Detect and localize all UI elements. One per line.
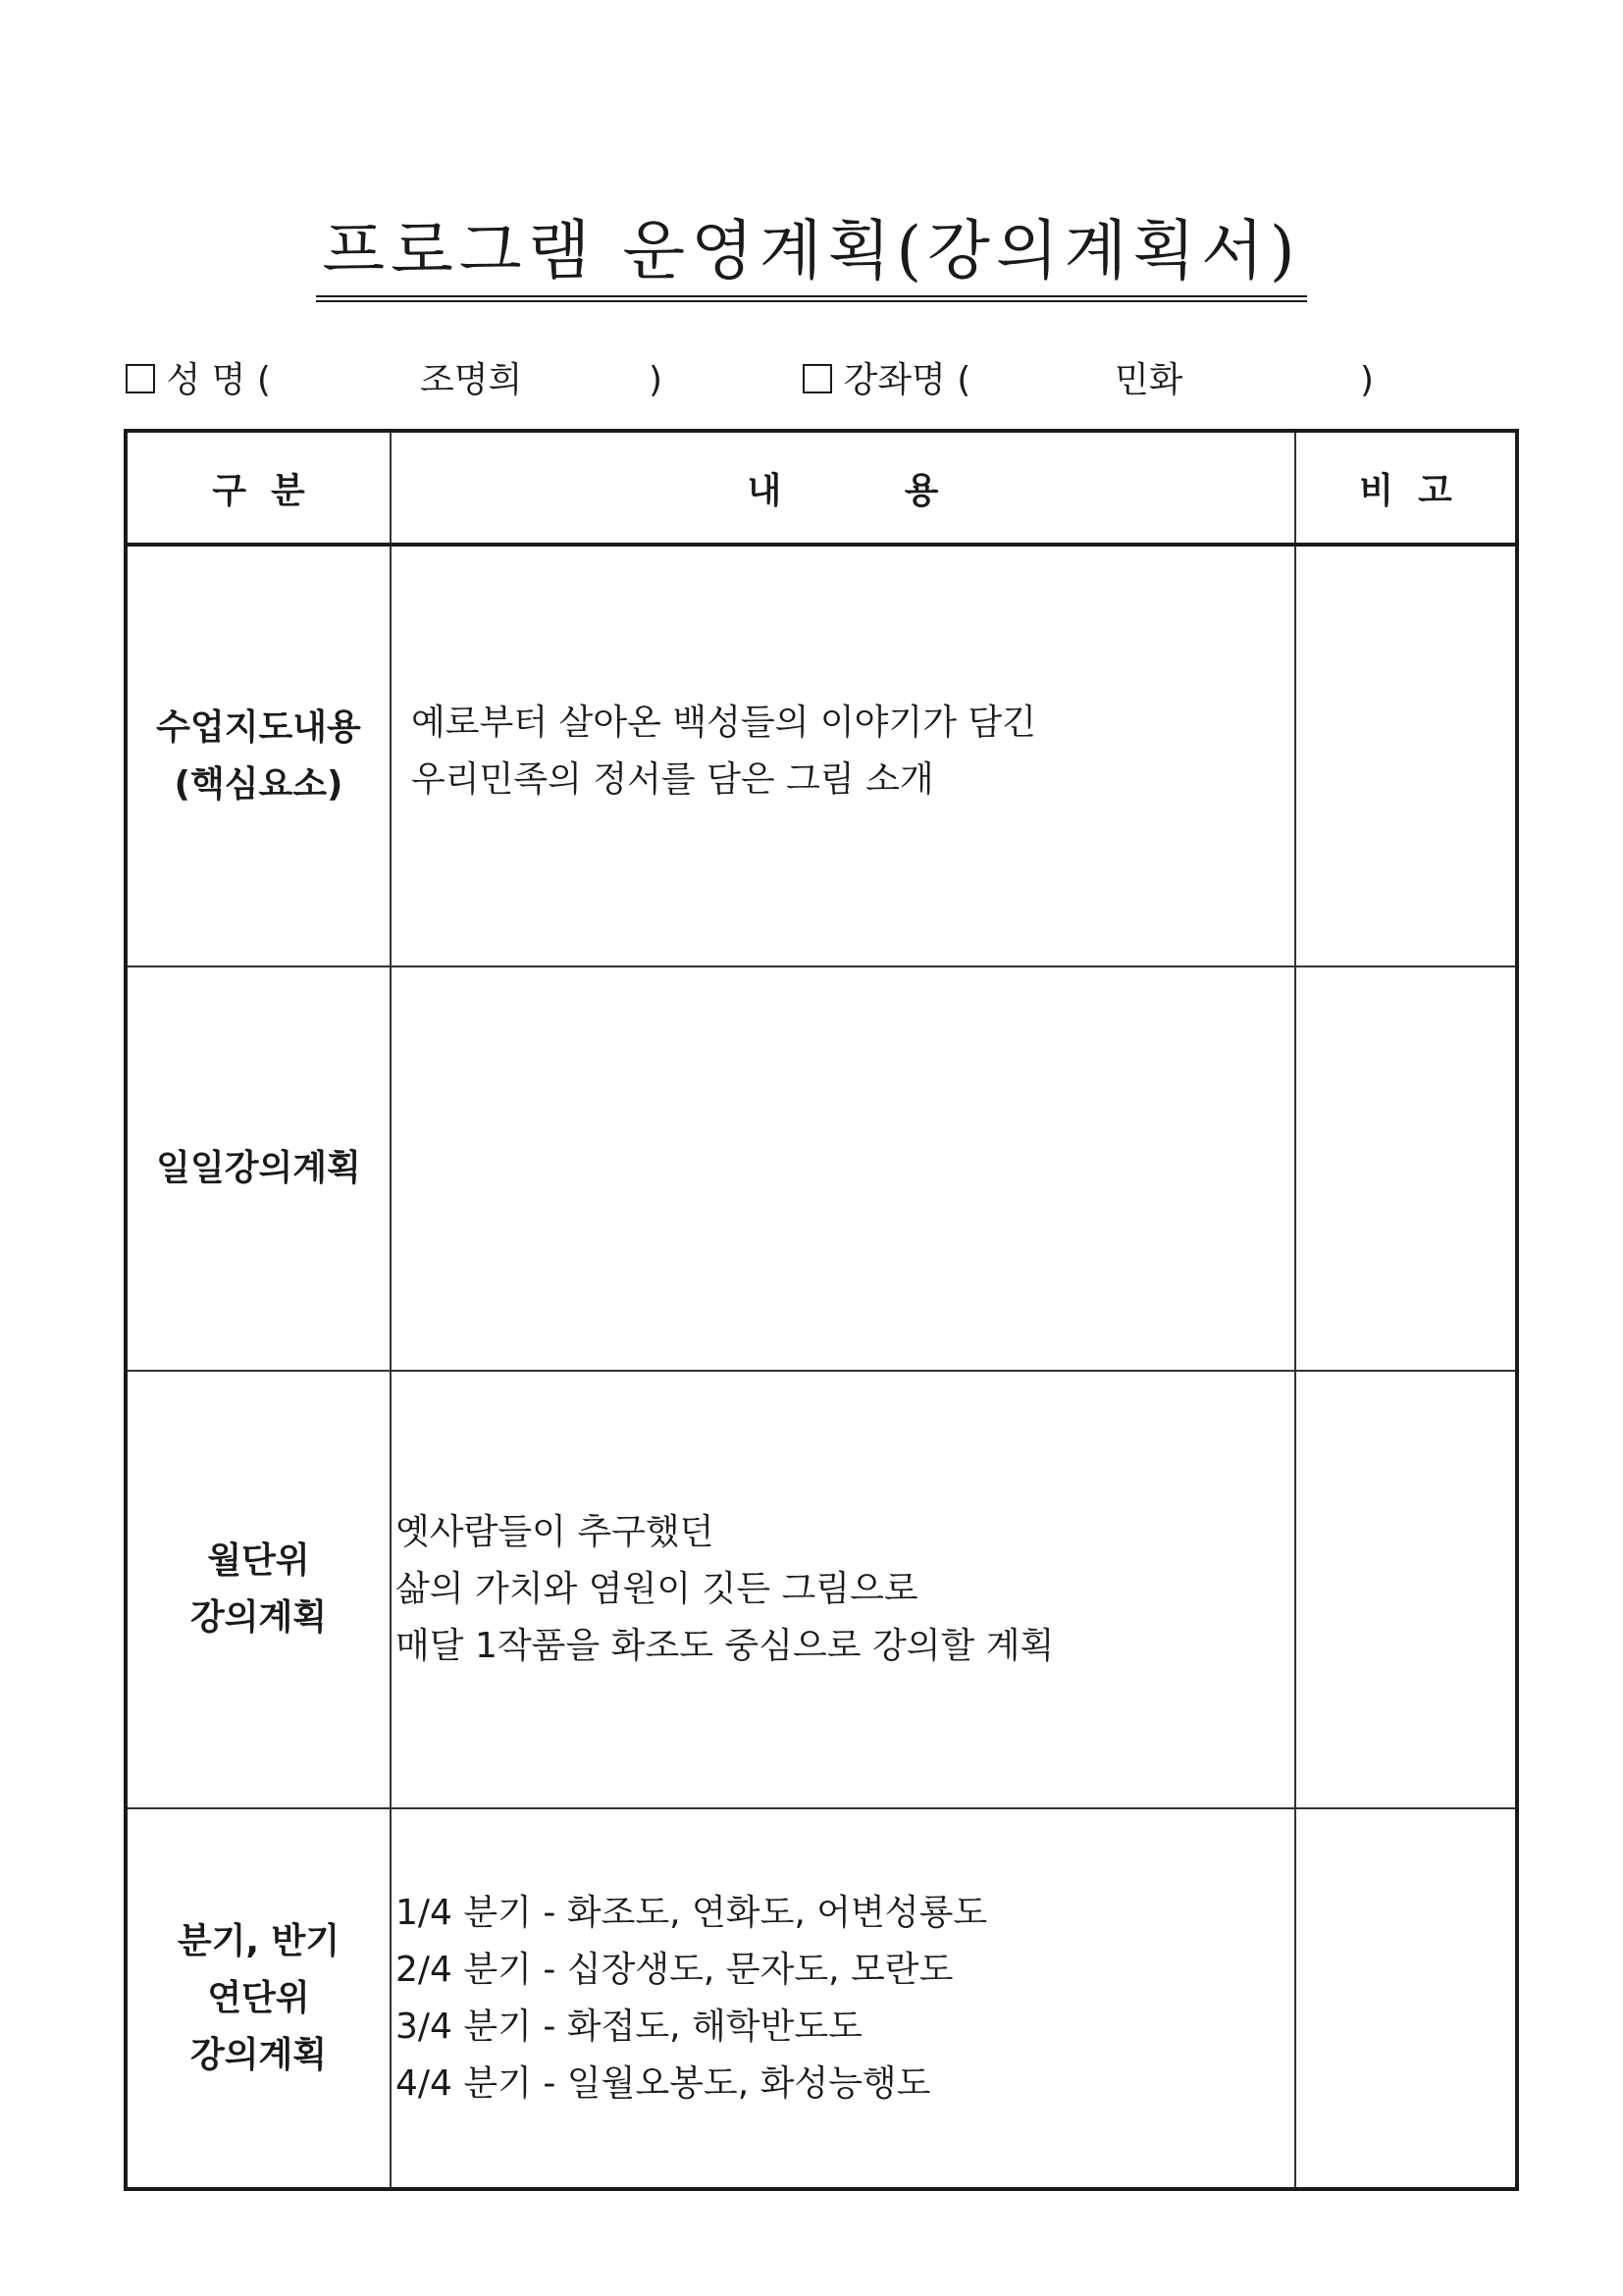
content-line: 우리민족의 정서를 담은 그림 소개 bbox=[411, 758, 934, 800]
title-container bbox=[0, 213, 1623, 302]
content-line: 3/4 분기 - 화접도, 해학반도도 bbox=[395, 2006, 863, 2047]
table-row bbox=[126, 1371, 1517, 1808]
row-remarks bbox=[1295, 1808, 1517, 2189]
category-line: (핵심요소) bbox=[174, 763, 343, 805]
content-line: 1/4 분기 - 화조도, 연화도, 어변성룡도 bbox=[395, 1892, 988, 1933]
category-line: 강의계획 bbox=[189, 1597, 328, 1638]
category-line: 일일강의계획 bbox=[156, 1148, 361, 1188]
plan-table bbox=[124, 429, 1519, 2191]
header-remarks: 비 고 bbox=[1295, 431, 1517, 545]
name-value: 조명희 bbox=[420, 360, 523, 400]
row-remarks bbox=[1295, 966, 1517, 1371]
info-row bbox=[126, 353, 1519, 408]
category-line: 강의계획 bbox=[189, 2034, 328, 2075]
row-remarks bbox=[1295, 545, 1517, 966]
table-row bbox=[126, 545, 1517, 966]
category-line: 연단위 bbox=[207, 1977, 310, 2018]
content-line: 4/4 분기 - 일월오봉도, 화성능행도 bbox=[395, 2062, 931, 2104]
page-title: 프로그램 운영계획(강의계획서) bbox=[316, 216, 1306, 302]
course-close: ) bbox=[1360, 360, 1375, 400]
category-line: 분기, 반기 bbox=[177, 1920, 340, 1961]
header-category: 구 분 bbox=[126, 431, 391, 545]
row-content bbox=[391, 966, 1295, 1371]
row-category bbox=[126, 1808, 391, 2189]
course-value: 민화 bbox=[1115, 360, 1183, 400]
row-category bbox=[126, 1371, 391, 1808]
header-content: 내 용 bbox=[391, 431, 1295, 545]
row-content bbox=[391, 545, 1295, 966]
row-category bbox=[126, 966, 391, 1371]
category-line: 수업지도내용 bbox=[156, 706, 361, 748]
name-checkbox-icon bbox=[126, 364, 155, 393]
course-field bbox=[803, 353, 970, 408]
content-line: 예로부터 살아온 백성들의 이야기가 담긴 bbox=[411, 702, 1036, 743]
row-content bbox=[391, 1371, 1295, 1808]
content-line: 삶의 가치와 염원이 깃든 그림으로 bbox=[395, 1569, 918, 1609]
course-checkbox-icon bbox=[803, 364, 832, 393]
row-remarks bbox=[1295, 1371, 1517, 1808]
table-row bbox=[126, 966, 1517, 1371]
table-row bbox=[126, 1808, 1517, 2189]
content-line: 2/4 분기 - 십장생도, 문자도, 모란도 bbox=[395, 1949, 954, 1990]
content-line: 매달 1작품을 화조도 중심으로 강의할 계획 bbox=[395, 1626, 1055, 1666]
row-content bbox=[391, 1808, 1295, 2189]
row-category bbox=[126, 545, 391, 966]
table-header-row bbox=[126, 431, 1517, 545]
name-field bbox=[126, 353, 271, 408]
name-label: 성 명 ( bbox=[166, 360, 271, 400]
course-label: 강좌명 ( bbox=[843, 360, 971, 400]
category-line: 월단위 bbox=[207, 1540, 310, 1581]
name-close: ) bbox=[649, 360, 663, 400]
content-line: 옛사람들이 추구했던 bbox=[395, 1512, 714, 1552]
